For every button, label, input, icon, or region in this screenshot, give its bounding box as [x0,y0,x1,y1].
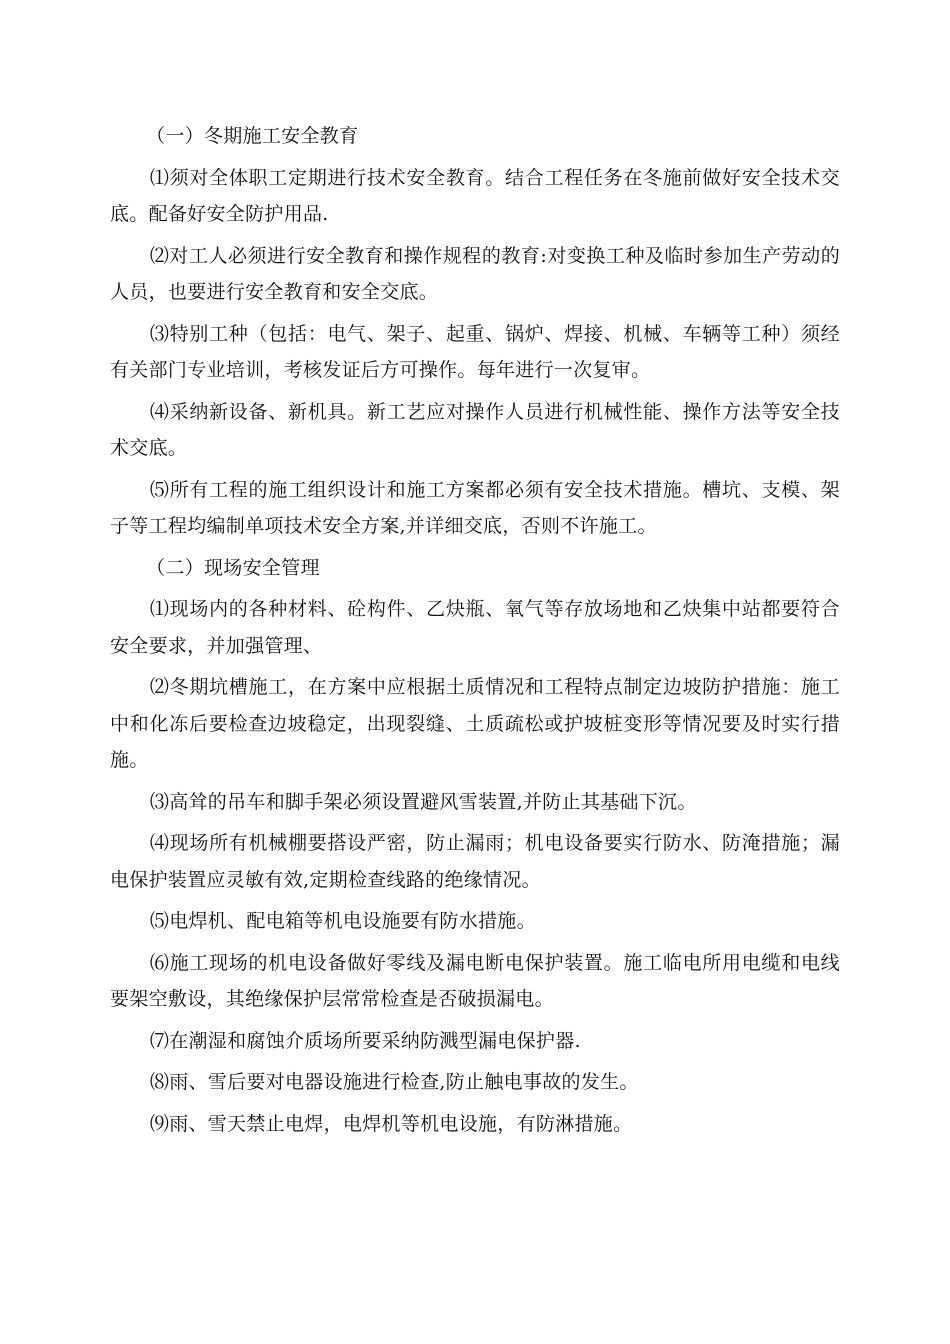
paragraph: ⑶特别工种（包括：电气、架子、起重、锅炉、焊接、机械、车辆等工种）须经有关部门专业培训，考核发证后方可操作。每年进行一次复审。 [110,322,840,381]
paragraph: ⑸所有工程的施工组织设计和施工方案都必须有安全技术措施。槽坑、支模、架子等工程均编制单项技术安全方案,并详细交底，否则不许施工。 [110,478,840,537]
paragraph: ⑻雨、雪后要对电器设施进行检查,防止触电事故的发生。 [149,1071,639,1093]
section-heading-site-safety-management: （二）现场安全管理 [146,556,320,579]
paragraph: ⑹施工现场的机电设备做好零线及漏电断电保护装置。施工临电所用电缆和电线要架空敷设，其绝缘保护层常常检查是否破损漏电。 [110,951,840,1010]
paragraph: ⑼雨、雪天禁止电焊，电焊机等机电设施，有防淋措施。 [149,1112,633,1135]
document-body [110,118,840,1142]
paragraph: ⑶高耸的吊车和脚手架必须设置避风雪装置,并防止其基础下沉。 [149,790,697,813]
paragraph: ⑵冬期坑槽施工，在方案中应根据土质情况和工程特点制定边坡防护措施：施工中和化冻后要检查边坡稳定，出现裂缝、土质疏松或护坡桩变形等情况要及时实行措施。 [110,676,840,771]
paragraph: ⑺在潮湿和腐蚀介质场所要采纳防溅型漏电保护器. [149,1029,581,1052]
paragraph: ⑷采纳新设备、新机具。新工艺应对操作人员进行机械性能、操作方法等安全技术交底。 [110,400,840,459]
paragraph: ⑷现场所有机械棚要搭设严密，防止漏雨；机电设备要实行防水、防淹措施；漏电保护装置应灵敏有效,定期检查线路的绝缘情况。 [110,832,840,891]
paragraph: ⑴须对全体职工定期进行技术安全教育。结合工程任务在冬施前做好安全技术交底。配备好安全防护用品. [110,166,840,225]
section-heading-winter-safety-education: （一）冬期施工安全教育 [146,125,359,147]
paragraph: ⑵对工人必须进行安全教育和操作规程的教育:对变换工种及临时参加生产劳动的人员，也要进行安全教育和安全交底。 [110,244,840,303]
paragraph: ⑸电焊机、配电箱等机电设施要有防水措施。 [149,910,536,932]
paragraph: ⑴现场内的各种材料、砼构件、乙炔瓶、氧气等存放场地和乙炔集中站都要符合安全要求，并加强管理、 [110,598,840,657]
